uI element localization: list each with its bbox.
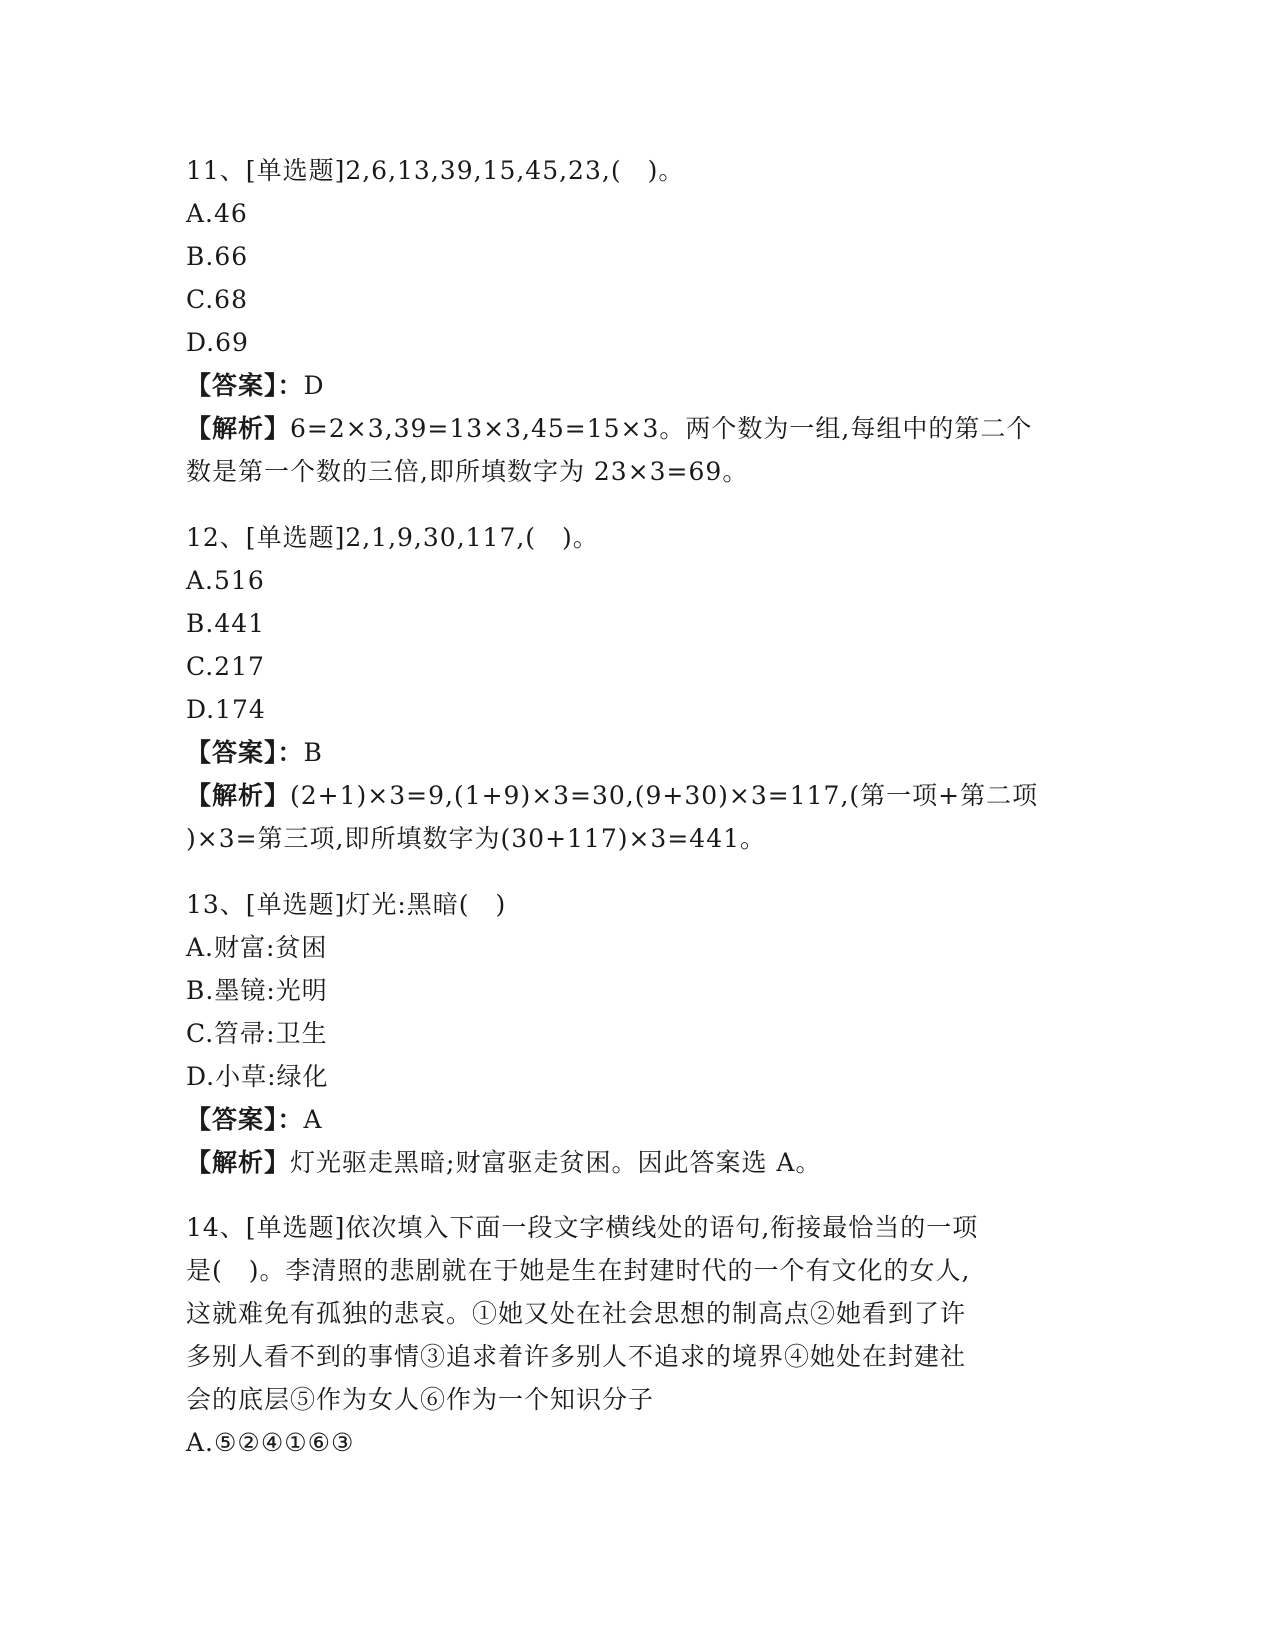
option-c: C.笤帚:卫生 — [186, 1019, 328, 1048]
analysis-text-continued: 数是第一个数的三倍,即所填数字为 23×3=69。 — [186, 457, 749, 486]
question-stem-line-5: 会的底层⑤作为女人⑥作为一个知识分子 — [186, 1385, 655, 1414]
answer-value: D — [303, 371, 325, 400]
analysis-text: 灯光驱走黑暗;财富驱走贫困。因此答案选 A。 — [290, 1148, 822, 1177]
analysis-row — [186, 1141, 1086, 1184]
option-b: B.441 — [186, 609, 266, 638]
answer-label: 【答案】： — [186, 371, 304, 400]
analysis-label: 【解析】 — [186, 414, 291, 443]
answer-row — [186, 1098, 1086, 1141]
option-a: A.46 — [186, 199, 248, 228]
analysis-label: 【解析】 — [186, 1148, 291, 1177]
question-stem: 13、[单选题]灯光:黑暗( ) — [186, 890, 507, 919]
option-a: A.⑤②④①⑥③ — [186, 1428, 355, 1457]
option-a: A.财富:贫困 — [186, 933, 328, 962]
question-stem: 11、[单选题]2,6,13,39,15,45,23,( )。 — [186, 156, 685, 185]
option-a: A.516 — [186, 566, 265, 595]
question-stem: 12、[单选题]2,1,9,30,117,( )。 — [186, 523, 599, 552]
option-d: D.69 — [186, 328, 249, 357]
answer-label: 【答案】： — [186, 738, 304, 767]
question-stem-line-2: 是( )。李清照的悲剧就在于她是生在封建时代的一个有文化的女人, — [186, 1256, 971, 1285]
answer-value: B — [303, 738, 323, 767]
answer-row — [186, 731, 1086, 774]
answer-value: A — [303, 1105, 323, 1134]
answer-label: 【答案】： — [186, 1105, 304, 1134]
analysis-text-continued: )×3=第三项,即所填数字为(30+117)×3=441。 — [186, 824, 767, 853]
option-b: B.66 — [186, 242, 249, 271]
analysis-text: (2+1)×3=9,(1+9)×3=30,(9+30)×3=117,(第一项+第二项 — [290, 781, 1039, 810]
question-13 — [186, 883, 1086, 1184]
analysis-label: 【解析】 — [186, 781, 291, 810]
option-d: D.小草:绿化 — [186, 1062, 329, 1091]
analysis-row — [186, 407, 1086, 450]
answer-row — [186, 364, 1086, 407]
question-stem-line-4: 多别人看不到的事情③追求着许多别人不追求的境界④她处在封建社 — [186, 1342, 967, 1371]
question-11 — [186, 149, 1086, 493]
analysis-row — [186, 774, 1086, 817]
analysis-text: 6=2×3,39=13×3,45=15×3。两个数为一组,每组中的第二个 — [290, 414, 1033, 443]
option-b: B.墨镜:光明 — [186, 976, 328, 1005]
option-c: C.217 — [186, 652, 265, 681]
question-14 — [186, 1206, 1086, 1464]
option-d: D.174 — [186, 695, 266, 724]
question-12 — [186, 516, 1086, 860]
question-stem-line-1: 14、[单选题]依次填入下面一段文字横线处的语句,衔接最恰当的一项 — [186, 1213, 979, 1242]
question-stem-line-3: 这就难免有孤独的悲哀。①她又处在社会思想的制高点②她看到了许 — [186, 1299, 967, 1328]
option-c: C.68 — [186, 285, 248, 314]
